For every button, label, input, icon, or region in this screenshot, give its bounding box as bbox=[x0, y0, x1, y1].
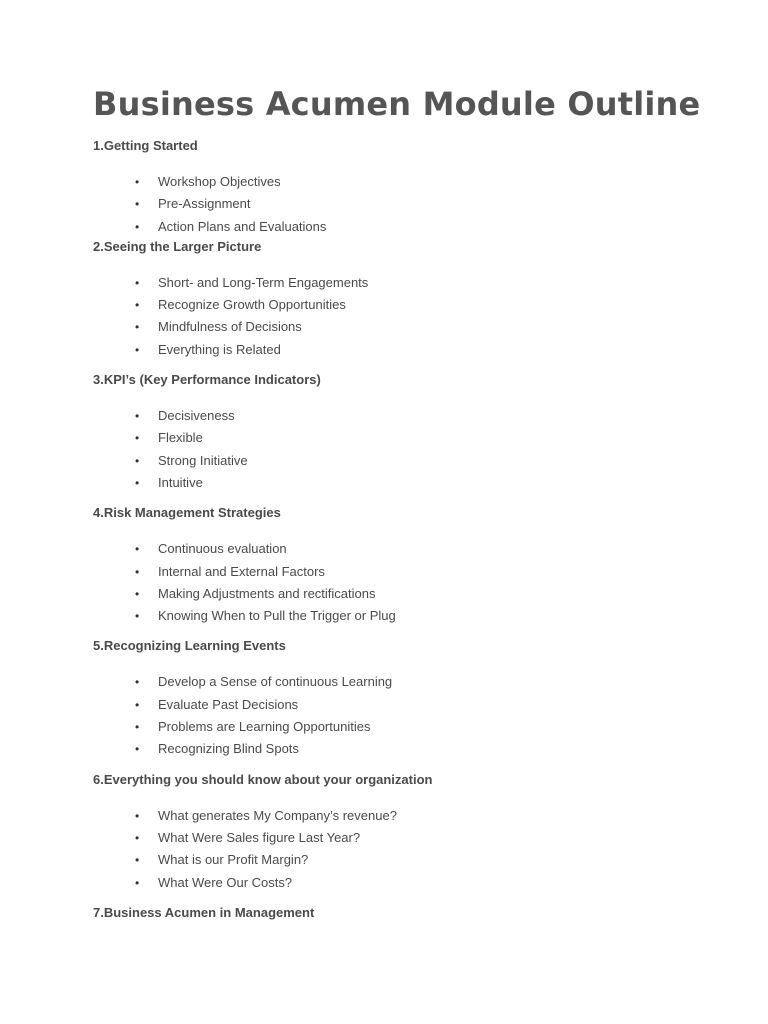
bullet-icon: • bbox=[135, 564, 140, 579]
list-item bbox=[135, 849, 713, 871]
bullet-icon: • bbox=[135, 875, 140, 890]
bullet-icon: • bbox=[135, 808, 140, 823]
document-title: Business Acumen Module Outline bbox=[93, 85, 701, 123]
list-item-text: What Were Sales figure Last Year? bbox=[158, 829, 361, 845]
list-item-text: What is our Profit Margin? bbox=[158, 852, 309, 868]
bullet-icon: • bbox=[135, 542, 140, 557]
section-heading: 2.Seeing the Larger Picture bbox=[93, 238, 262, 254]
section-heading: 4.Risk Management Strategies bbox=[93, 505, 281, 521]
list-item-text: Action Plans and Evaluations bbox=[158, 218, 327, 234]
list-item-text: Decisiveness bbox=[158, 408, 235, 424]
bullet-icon: • bbox=[135, 830, 140, 845]
section-organization bbox=[93, 772, 713, 894]
bullet-list bbox=[93, 805, 713, 894]
list-item bbox=[135, 405, 713, 427]
bullet-icon: • bbox=[135, 219, 140, 234]
bullet-icon: • bbox=[135, 853, 140, 868]
list-item bbox=[135, 472, 713, 494]
list-item-text: Continuous evaluation bbox=[158, 541, 287, 557]
list-item bbox=[135, 694, 713, 716]
list-item bbox=[135, 716, 713, 738]
bullet-icon: • bbox=[135, 409, 140, 424]
list-item bbox=[135, 738, 713, 760]
list-item bbox=[135, 272, 713, 294]
list-item-text: Pre-Assignment bbox=[158, 196, 251, 212]
list-item bbox=[135, 583, 713, 605]
section-management bbox=[93, 905, 713, 921]
list-item bbox=[135, 538, 713, 560]
list-item bbox=[135, 605, 713, 627]
bullet-icon: • bbox=[135, 431, 140, 446]
list-item bbox=[135, 805, 713, 827]
list-item-text: Flexible bbox=[158, 430, 203, 446]
list-item-text: What Were Our Costs? bbox=[158, 874, 293, 890]
list-item-text: Develop a Sense of continuous Learning bbox=[158, 674, 393, 690]
section-heading: 3.KPI’s (Key Performance Indicators) bbox=[93, 372, 321, 388]
bullet-icon: • bbox=[135, 586, 140, 601]
list-item-text: Strong Initiative bbox=[158, 452, 248, 468]
bullet-list bbox=[93, 538, 713, 627]
list-item bbox=[135, 671, 713, 693]
section-getting-started bbox=[93, 138, 713, 238]
section-heading: 5.Recognizing Learning Events bbox=[93, 638, 286, 654]
list-item-text: Mindfulness of Decisions bbox=[158, 319, 302, 335]
list-item-text: What generates My Company’s revenue? bbox=[158, 807, 397, 823]
section-heading: 1.Getting Started bbox=[93, 138, 198, 153]
list-item-text: Everything is Related bbox=[158, 341, 281, 357]
bullet-icon: • bbox=[135, 197, 140, 212]
bullet-icon: • bbox=[135, 342, 140, 357]
bullet-icon: • bbox=[135, 609, 140, 624]
section-heading: 7.Business Acumen in Management bbox=[93, 904, 315, 920]
bullet-list bbox=[93, 272, 713, 361]
bullet-icon: • bbox=[135, 298, 140, 313]
list-item bbox=[135, 294, 713, 316]
list-item bbox=[135, 561, 713, 583]
list-item-text: Making Adjustments and rectifications bbox=[158, 585, 376, 601]
bullet-list bbox=[93, 405, 713, 494]
list-item bbox=[135, 171, 713, 193]
list-item-text: Knowing When to Pull the Trigger or Plug bbox=[158, 608, 396, 624]
bullet-icon: • bbox=[135, 175, 140, 189]
section-heading: 6.Everything you should know about your organization bbox=[93, 771, 433, 787]
bullet-list bbox=[93, 171, 713, 238]
list-item bbox=[135, 193, 713, 215]
bullet-icon: • bbox=[135, 675, 140, 690]
section-larger-picture bbox=[93, 239, 713, 361]
list-item bbox=[135, 450, 713, 472]
list-item-text: Recognize Growth Opportunities bbox=[158, 297, 346, 313]
list-item-text: Workshop Objectives bbox=[158, 174, 281, 189]
list-item-text: Problems are Learning Opportunities bbox=[158, 719, 371, 735]
bullet-icon: • bbox=[135, 453, 140, 468]
section-risk-management bbox=[93, 505, 713, 627]
list-item bbox=[135, 339, 713, 361]
list-item bbox=[135, 827, 713, 849]
list-item-text: Evaluate Past Decisions bbox=[158, 696, 299, 712]
section-learning-events bbox=[93, 638, 713, 760]
list-item-text: Intuitive bbox=[158, 474, 203, 490]
document-page bbox=[93, 82, 713, 921]
list-item-text: Recognizing Blind Spots bbox=[158, 741, 299, 757]
bullet-icon: • bbox=[135, 320, 140, 335]
list-item bbox=[135, 427, 713, 449]
list-item bbox=[135, 316, 713, 338]
list-item bbox=[135, 872, 713, 894]
bullet-icon: • bbox=[135, 720, 140, 735]
list-item-text: Internal and External Factors bbox=[158, 563, 325, 579]
bullet-icon: • bbox=[135, 742, 140, 757]
section-kpis bbox=[93, 372, 713, 494]
list-item bbox=[135, 216, 713, 238]
bullet-icon: • bbox=[135, 275, 140, 290]
bullet-icon: • bbox=[135, 475, 140, 490]
bullet-icon: • bbox=[135, 697, 140, 712]
list-item-text: Short- and Long-Term Engagements bbox=[158, 274, 369, 290]
bullet-list bbox=[93, 671, 713, 760]
